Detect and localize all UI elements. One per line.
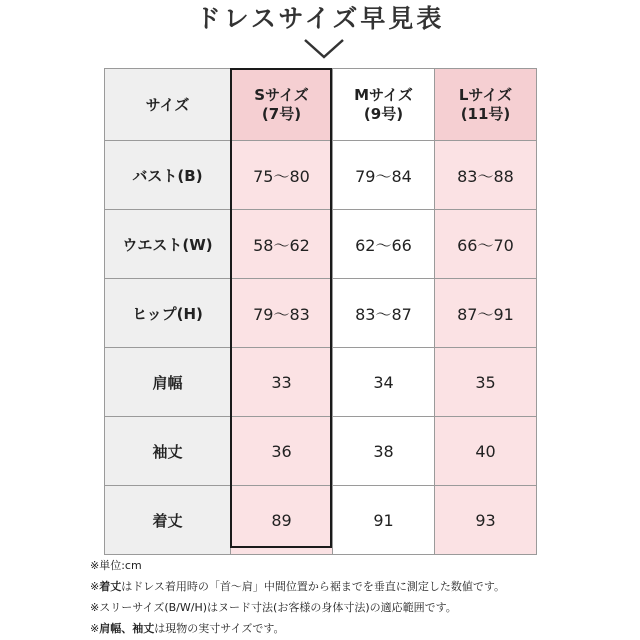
header-l-name: Lサイズ	[458, 85, 513, 104]
chevron-down-icon	[303, 36, 345, 60]
note-marker: ※	[90, 622, 100, 635]
cell-l: 93	[435, 486, 537, 555]
row-label: 肩幅	[105, 348, 231, 417]
cell-m: 79〜84	[333, 141, 435, 210]
row-label: ウエスト(W)	[105, 210, 231, 279]
row-shoulder	[105, 348, 537, 417]
header-row	[105, 69, 537, 141]
cell-l: 66〜70	[435, 210, 537, 279]
note-term: 肩幅、袖丈	[99, 622, 155, 635]
row-label: 袖丈	[105, 417, 231, 486]
cell-s: 75〜80	[231, 141, 333, 210]
header-l-number: (11号)	[460, 104, 511, 123]
note-unit: ※単位:cm	[90, 559, 142, 572]
cell-l: 83〜88	[435, 141, 537, 210]
cell-m: 34	[333, 348, 435, 417]
note-term: 着丈	[99, 580, 122, 593]
note-actual-size	[90, 618, 630, 639]
cell-l: 35	[435, 348, 537, 417]
row-hip	[105, 279, 537, 348]
note-text: はドレス着用時の「首〜肩」中間位置から裾までを垂直に測定した数値です。	[121, 580, 506, 593]
size-chart-table	[104, 68, 537, 555]
note-text: は現物の実寸サイズです。	[154, 622, 285, 635]
cell-s: 79〜83	[231, 279, 333, 348]
cell-m: 91	[333, 486, 435, 555]
row-label: ヒップ(H)	[105, 279, 231, 348]
header-l-size	[435, 69, 537, 141]
notes-section	[90, 555, 630, 639]
note-marker: ※	[90, 580, 100, 593]
header-s-number: (7号)	[261, 104, 302, 123]
cell-s: 33	[231, 348, 333, 417]
cell-l: 40	[435, 417, 537, 486]
row-label: 着丈	[105, 486, 231, 555]
page-title: ドレスサイズ早見表	[195, 4, 445, 33]
cell-m: 38	[333, 417, 435, 486]
cell-l: 87〜91	[435, 279, 537, 348]
cell-m: 62〜66	[333, 210, 435, 279]
row-bust	[105, 141, 537, 210]
cell-m: 83〜87	[333, 279, 435, 348]
header-m-number: (9号)	[363, 104, 404, 123]
note-length	[90, 576, 630, 597]
header-m-size	[333, 69, 435, 141]
header-s-size	[231, 69, 333, 141]
row-waist	[105, 210, 537, 279]
header-s-name: Sサイズ	[254, 85, 309, 104]
row-sleeve	[105, 417, 537, 486]
row-label: バスト(B)	[105, 141, 231, 210]
cell-s: 89	[231, 486, 333, 555]
cell-s: 58〜62	[231, 210, 333, 279]
header-label-cell: サイズ	[105, 69, 231, 141]
cell-s: 36	[231, 417, 333, 486]
header-m-name: Mサイズ	[354, 85, 413, 104]
row-length	[105, 486, 537, 555]
note-three-sizes: ※スリーサイズ(B/W/H)はヌード寸法(お客様の身体寸法)の適応範囲です。	[90, 601, 457, 614]
